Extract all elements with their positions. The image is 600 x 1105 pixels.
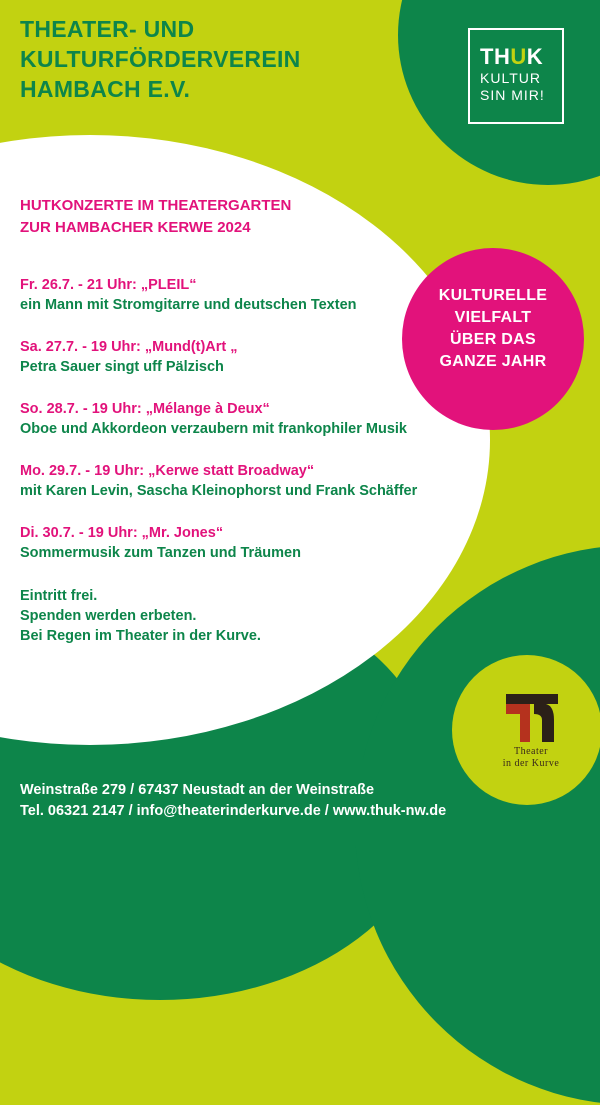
event-item	[20, 523, 417, 585]
event-item	[20, 337, 417, 399]
event-item	[20, 275, 417, 337]
footer	[20, 780, 446, 822]
note-donations: Spenden werden erbeten.	[20, 608, 197, 624]
event-date: So. 28.7. - 19 Uhr: „Mélange à Deux“	[20, 401, 270, 417]
thuk-logo	[468, 28, 564, 124]
event-item	[20, 399, 417, 461]
title-line-3: HAMBACH E.V.	[20, 76, 191, 102]
page-title	[20, 14, 301, 104]
event-description: Petra Sauer singt uff Pälzisch	[20, 359, 224, 375]
theater-logo-name: Theater in der Kurve	[502, 746, 560, 769]
event-date: Fr. 26.7. - 21 Uhr: „PLEIL“	[20, 277, 197, 293]
title-line-1: THEATER- UND	[20, 16, 195, 42]
note-rain: Bei Regen im Theater in der Kurve.	[20, 628, 261, 644]
event-list	[20, 275, 417, 585]
title-line-2: KULTURFÖRDERVEREIN	[20, 46, 301, 72]
event-description: Sommermusik zum Tanzen und Träumen	[20, 545, 301, 561]
event-heading-line-2: ZUR HAMBACHER KERWE 2024	[20, 219, 251, 236]
thuk-logo-slogan: KULTUR SIN MIR!	[480, 70, 545, 103]
note-admission: Eintritt frei.	[20, 588, 98, 604]
event-description: Oboe und Akkordeon verzaubern mit frankophiler Musik	[20, 421, 407, 437]
event-description: mit Karen Levin, Sascha Kleinophorst und Frank Schäffer	[20, 483, 418, 499]
event-date: Mo. 29.7. - 19 Uhr: „Kerwe statt Broadway“	[20, 463, 315, 479]
thuk-logo-wordmark: THUK	[480, 44, 544, 69]
footer-contact[interactable]: Tel. 06321 2147 / info@theaterinderkurve.de / www.thuk-nw.de	[20, 803, 447, 819]
event-date: Sa. 27.7. - 19 Uhr: „Mund(t)Art „	[20, 339, 238, 355]
event-notes	[20, 586, 261, 646]
event-item	[20, 461, 417, 523]
culture-badge: KULTURELLE VIELFALT ÜBER DAS GANZE JAHR	[438, 287, 548, 370]
event-description: ein Mann mit Stromgitarre und deutschen Texten	[20, 297, 357, 313]
event-heading	[20, 195, 291, 239]
event-heading-line-1: HUTKONZERTE IM THEATERGARTEN	[20, 197, 292, 214]
event-date: Di. 30.7. - 19 Uhr: „Mr. Jones“	[20, 525, 224, 541]
footer-address: Weinstraße 279 / 67437 Neustadt an der Weinstraße	[20, 782, 375, 798]
